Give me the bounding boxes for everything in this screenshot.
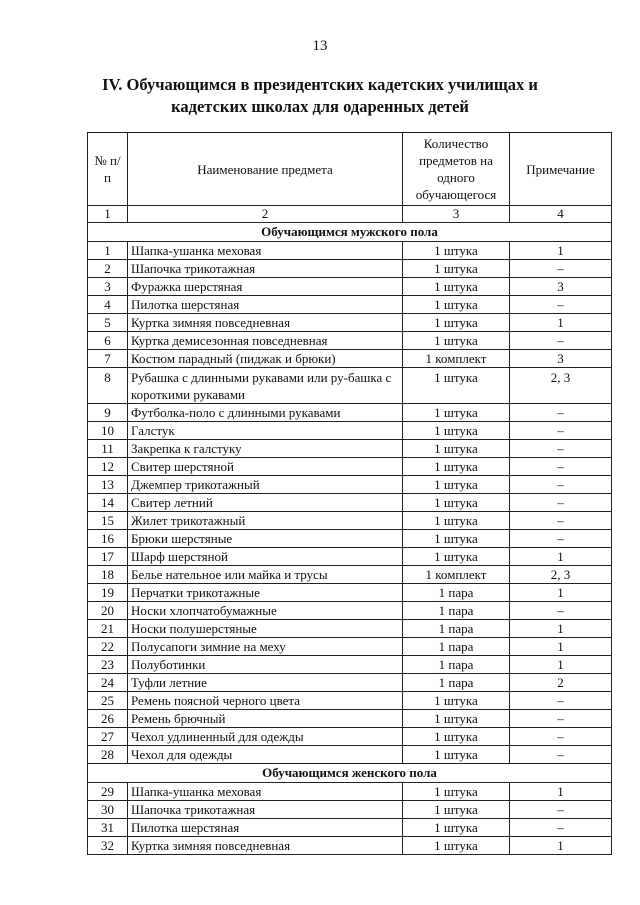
item-note: 1 [510, 314, 612, 332]
row-number: 6 [88, 332, 128, 350]
row-number: 13 [88, 476, 128, 494]
row-number: 12 [88, 458, 128, 476]
items-table [87, 132, 612, 855]
item-name: Шапочка трикотажная [128, 801, 403, 819]
table-row [88, 566, 612, 584]
row-number: 29 [88, 783, 128, 801]
row-number: 16 [88, 530, 128, 548]
table-row [88, 260, 612, 278]
item-quantity: 1 пара [403, 620, 510, 638]
item-name: Свитер летний [128, 494, 403, 512]
table-row [88, 746, 612, 764]
table-row [88, 801, 612, 819]
item-note: – [510, 692, 612, 710]
item-note: – [510, 746, 612, 764]
item-quantity: 1 пара [403, 638, 510, 656]
header-num: № п/п [88, 133, 128, 206]
table-row [88, 494, 612, 512]
table-row [88, 278, 612, 296]
item-note: 2, 3 [510, 368, 612, 404]
column-index-row [88, 206, 612, 223]
section-row [88, 764, 612, 783]
item-name: Куртка зимняя повседневная [128, 837, 403, 855]
row-number: 5 [88, 314, 128, 332]
item-note: 1 [510, 656, 612, 674]
table-row [88, 674, 612, 692]
item-quantity: 1 штука [403, 512, 510, 530]
item-note: 3 [510, 278, 612, 296]
item-note: – [510, 602, 612, 620]
item-name: Чехол для одежды [128, 746, 403, 764]
row-number: 15 [88, 512, 128, 530]
item-quantity: 1 штука [403, 440, 510, 458]
item-note: – [510, 801, 612, 819]
table-row [88, 819, 612, 837]
item-quantity: 1 штука [403, 332, 510, 350]
item-name: Носки хлопчатобумажные [128, 602, 403, 620]
item-name: Фуражка шерстяная [128, 278, 403, 296]
item-note: 1 [510, 783, 612, 801]
item-name: Закрепка к галстуку [128, 440, 403, 458]
table-row [88, 837, 612, 855]
item-name: Перчатки трикотажные [128, 584, 403, 602]
row-number: 14 [88, 494, 128, 512]
row-number: 8 [88, 368, 128, 404]
item-note: – [510, 530, 612, 548]
row-number: 22 [88, 638, 128, 656]
index-cell: 1 [88, 206, 128, 223]
table-row [88, 476, 612, 494]
row-number: 2 [88, 260, 128, 278]
item-name: Носки полушерстяные [128, 620, 403, 638]
table-row [88, 422, 612, 440]
table-row [88, 710, 612, 728]
table-row [88, 404, 612, 422]
item-name: Костюм парадный (пиджак и брюки) [128, 350, 403, 368]
item-note: 1 [510, 548, 612, 566]
item-quantity: 1 штука [403, 296, 510, 314]
index-cell: 2 [128, 206, 403, 223]
item-quantity: 1 штука [403, 710, 510, 728]
item-name: Куртка зимняя повседневная [128, 314, 403, 332]
item-quantity: 1 штука [403, 278, 510, 296]
item-name: Полусапоги зимние на меху [128, 638, 403, 656]
section-heading [60, 74, 580, 118]
table-header-row [88, 133, 612, 206]
item-note: – [510, 512, 612, 530]
item-quantity: 1 штука [403, 837, 510, 855]
row-number: 32 [88, 837, 128, 855]
table-row [88, 728, 612, 746]
section-row [88, 223, 612, 242]
item-name: Брюки шерстяные [128, 530, 403, 548]
item-quantity: 1 штука [403, 692, 510, 710]
item-quantity: 1 штука [403, 783, 510, 801]
row-number: 31 [88, 819, 128, 837]
item-quantity: 1 штука [403, 476, 510, 494]
item-note: 1 [510, 638, 612, 656]
item-quantity: 1 штука [403, 819, 510, 837]
item-name: Туфли летние [128, 674, 403, 692]
item-note: – [510, 458, 612, 476]
table-row [88, 656, 612, 674]
item-quantity: 1 штука [403, 746, 510, 764]
item-quantity: 1 пара [403, 656, 510, 674]
item-name: Футболка-поло с длинными рукавами [128, 404, 403, 422]
table-row [88, 783, 612, 801]
heading-line-2: кадетских школах для одаренных детей [171, 97, 469, 116]
item-quantity: 1 штука [403, 242, 510, 260]
table-row [88, 530, 612, 548]
row-number: 1 [88, 242, 128, 260]
table-row [88, 242, 612, 260]
item-quantity: 1 штука [403, 260, 510, 278]
item-name: Белье нательное или майка и трусы [128, 566, 403, 584]
section-title: Обучающимся мужского пола [88, 223, 612, 242]
table-row [88, 314, 612, 332]
item-name: Полуботинки [128, 656, 403, 674]
item-name: Ремень поясной черного цвета [128, 692, 403, 710]
item-note: – [510, 332, 612, 350]
item-quantity: 1 штука [403, 404, 510, 422]
row-number: 27 [88, 728, 128, 746]
item-name: Ремень брючный [128, 710, 403, 728]
index-cell: 3 [403, 206, 510, 223]
item-name: Чехол удлиненный для одежды [128, 728, 403, 746]
item-name: Шапочка трикотажная [128, 260, 403, 278]
item-note: – [510, 728, 612, 746]
item-quantity: 1 штука [403, 548, 510, 566]
item-note: – [510, 819, 612, 837]
table-body [88, 223, 612, 855]
index-cell: 4 [510, 206, 612, 223]
row-number: 24 [88, 674, 128, 692]
item-note: – [510, 296, 612, 314]
table-row [88, 638, 612, 656]
table-row [88, 350, 612, 368]
item-name: Шапка-ушанка меховая [128, 242, 403, 260]
table-row [88, 458, 612, 476]
table-row [88, 440, 612, 458]
row-number: 28 [88, 746, 128, 764]
item-name: Пилотка шерстяная [128, 819, 403, 837]
item-name: Куртка демисезонная повседневная [128, 332, 403, 350]
item-name: Жилет трикотажный [128, 512, 403, 530]
row-number: 18 [88, 566, 128, 584]
page-number: 13 [312, 38, 328, 54]
item-quantity: 1 штука [403, 728, 510, 746]
table-row [88, 332, 612, 350]
item-name: Шарф шерстяной [128, 548, 403, 566]
row-number: 21 [88, 620, 128, 638]
item-quantity: 1 штука [403, 422, 510, 440]
item-quantity: 1 штука [403, 801, 510, 819]
row-number: 7 [88, 350, 128, 368]
row-number: 30 [88, 801, 128, 819]
item-note: – [510, 710, 612, 728]
row-number: 26 [88, 710, 128, 728]
row-number: 9 [88, 404, 128, 422]
row-number: 25 [88, 692, 128, 710]
item-note: – [510, 494, 612, 512]
table-row [88, 692, 612, 710]
item-quantity: 1 пара [403, 584, 510, 602]
item-name: Шапка-ушанка меховая [128, 783, 403, 801]
item-note: – [510, 260, 612, 278]
item-note: – [510, 404, 612, 422]
item-name: Свитер шерстяной [128, 458, 403, 476]
item-note: – [510, 476, 612, 494]
heading-line-1: IV. Обучающимся в президентских кадетских училищах и [102, 75, 538, 94]
item-quantity: 1 комплект [403, 566, 510, 584]
section-title: Обучающимся женского пола [88, 764, 612, 783]
item-note: – [510, 422, 612, 440]
item-name: Рубашка с длинными рукавами или ру-башка с короткими рукавами [128, 368, 403, 404]
row-number: 20 [88, 602, 128, 620]
table-row [88, 584, 612, 602]
item-note: 2 [510, 674, 612, 692]
item-note: 1 [510, 837, 612, 855]
item-quantity: 1 пара [403, 674, 510, 692]
row-number: 4 [88, 296, 128, 314]
item-name: Пилотка шерстяная [128, 296, 403, 314]
item-note: 1 [510, 242, 612, 260]
header-qty: Количество предметов на одного обучающегося [403, 133, 510, 206]
item-quantity: 1 штука [403, 494, 510, 512]
item-note: – [510, 440, 612, 458]
item-note: 1 [510, 584, 612, 602]
row-number: 10 [88, 422, 128, 440]
item-quantity: 1 комплект [403, 350, 510, 368]
item-quantity: 1 штука [403, 530, 510, 548]
item-note: 1 [510, 620, 612, 638]
row-number: 23 [88, 656, 128, 674]
row-number: 17 [88, 548, 128, 566]
item-note: 2, 3 [510, 566, 612, 584]
table-row [88, 512, 612, 530]
table-row [88, 548, 612, 566]
table-row [88, 602, 612, 620]
item-quantity: 1 штука [403, 458, 510, 476]
row-number: 11 [88, 440, 128, 458]
header-name: Наименование предмета [128, 133, 403, 206]
header-note: Примечание [510, 133, 612, 206]
table-row [88, 368, 612, 404]
item-quantity: 1 пара [403, 602, 510, 620]
item-name: Джемпер трикотажный [128, 476, 403, 494]
item-quantity: 1 штука [403, 368, 510, 404]
table-row [88, 296, 612, 314]
item-name: Галстук [128, 422, 403, 440]
item-quantity: 1 штука [403, 314, 510, 332]
row-number: 19 [88, 584, 128, 602]
table-row [88, 620, 612, 638]
item-note: 3 [510, 350, 612, 368]
row-number: 3 [88, 278, 128, 296]
